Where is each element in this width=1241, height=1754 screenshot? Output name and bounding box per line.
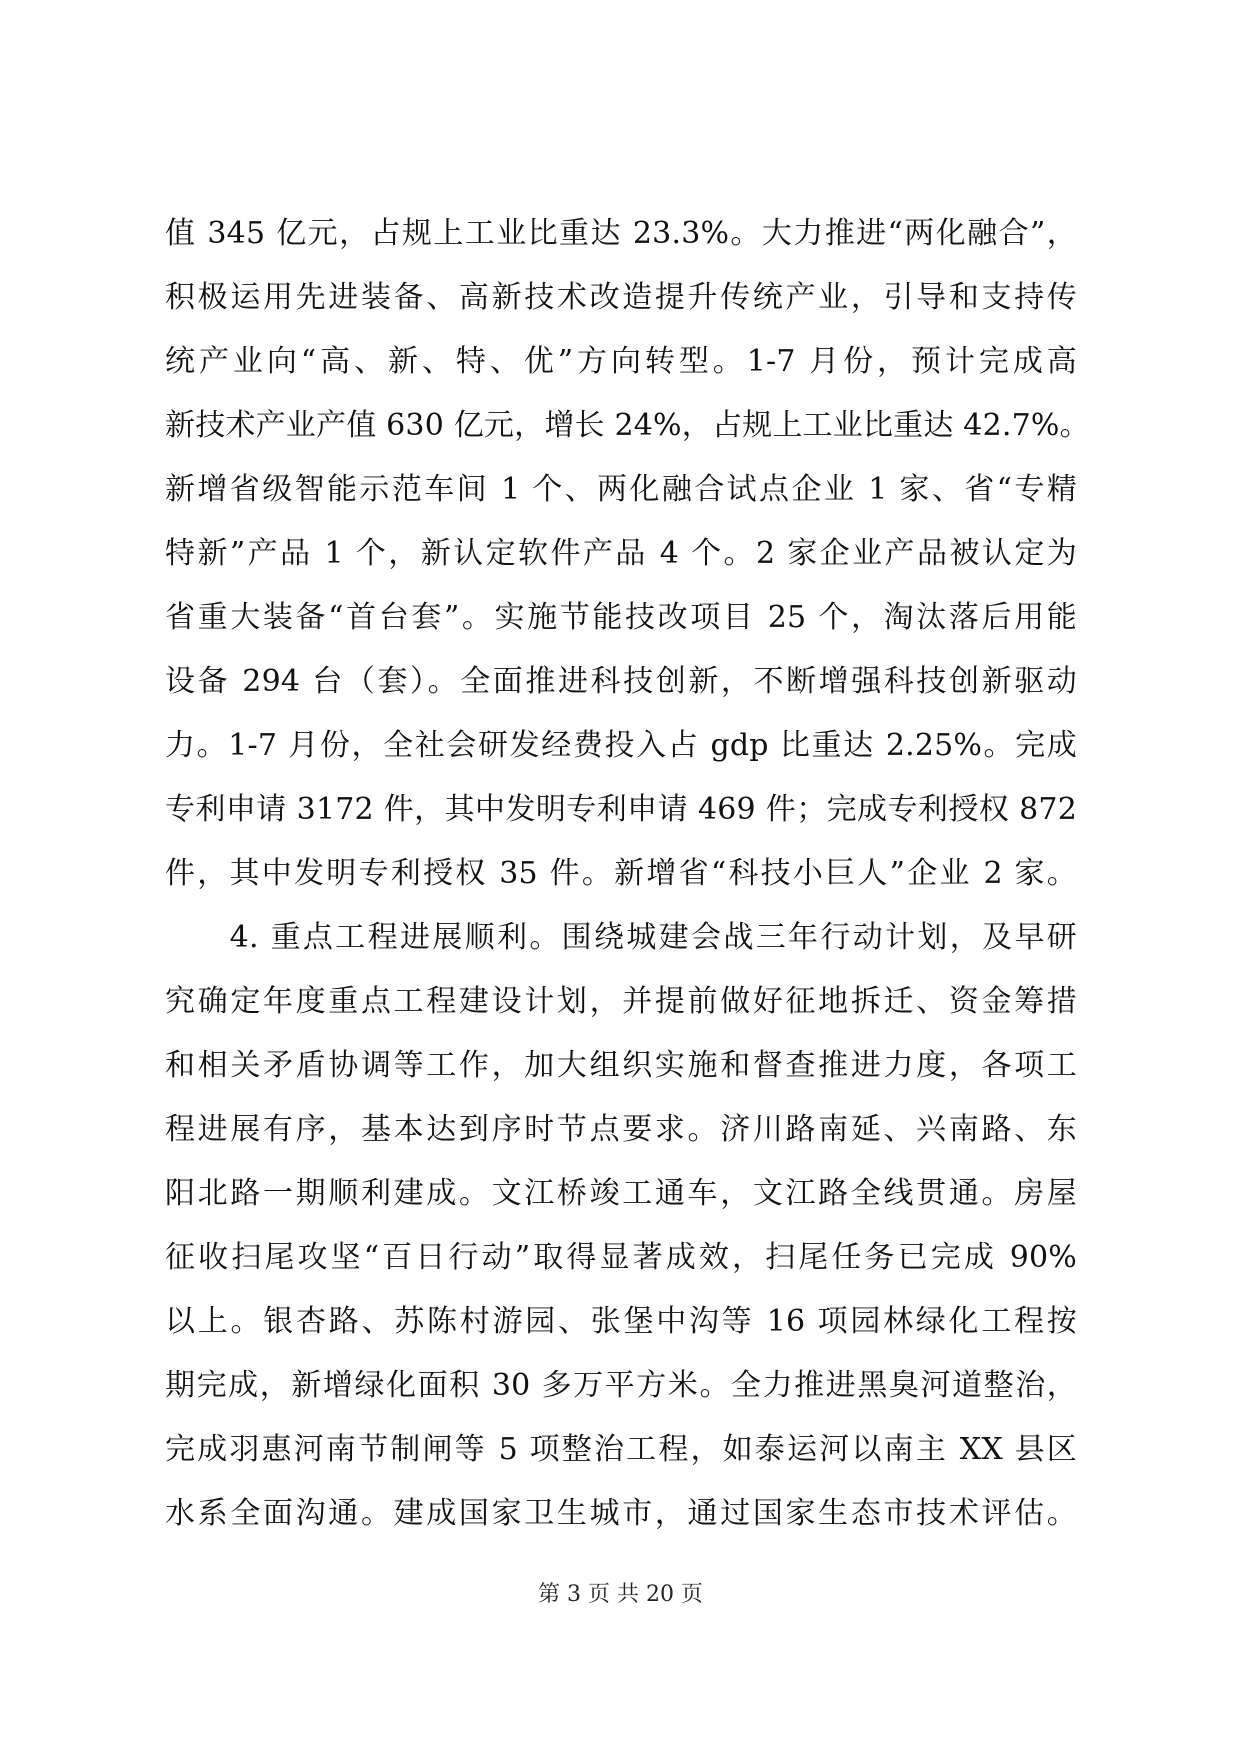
- text-line: 特新”产品 1 个，新认定软件产品 4 个。2 家企业产品被认定为: [165, 536, 1077, 571]
- text-line: 新技术产业产值 630 亿元，增长 24%，占规上工业比重达 42.7%。: [165, 408, 1090, 443]
- text-line: 专利申请 3172 件，其中发明专利申请 469 件；完成专利授权 872: [165, 792, 1077, 827]
- text-line: 设备 294 台（套）。全面推进科技创新，不断增强科技创新驱动: [165, 664, 1077, 699]
- text-line: 阳北路一期顺利建成。文江桥竣工通车，文江路全线贯通。房屋: [165, 1176, 1077, 1211]
- body-text: [165, 202, 1090, 1546]
- text-line: 以上。银杏路、苏陈村游园、张堡中沟等 16 项园林绿化工程按: [165, 1304, 1077, 1339]
- text-line: 期完成，新增绿化面积 30 多万平方米。全力推进黑臭河道整治，: [165, 1368, 1077, 1403]
- text-line: 程进展有序，基本达到序时节点要求。济川路南延、兴南路、东: [165, 1112, 1077, 1147]
- text-line: 和相关矛盾协调等工作，加大组织实施和督查推进力度，各项工: [165, 1048, 1077, 1083]
- text-line: 征收扫尾攻坚“百日行动”取得显著成效，扫尾任务已完成 90%: [165, 1240, 1077, 1275]
- page-number-footer: 第 3 页 共 20 页: [538, 1582, 703, 1607]
- text-line: 统产业向“高、新、特、优”方向转型。1-7 月份，预计完成高: [165, 344, 1077, 379]
- text-line: 值 345 亿元，占规上工业比重达 23.3%。大力推进“两化融合”，: [165, 216, 1077, 251]
- text-line: 新增省级智能示范车间 1 个、两化融合试点企业 1 家、省“专精: [165, 472, 1077, 507]
- paragraph-heading-line: 4. 重点工程进展顺利。围绕城建会战三年行动计划，及早研: [165, 920, 1077, 955]
- text-line: 积极运用先进装备、高新技术改造提升传统产业，引导和支持传: [165, 280, 1077, 315]
- text-line: 究确定年度重点工程建设计划，并提前做好征地拆迁、资金筹措: [165, 984, 1077, 1019]
- text-line: 省重大装备“首台套”。实施节能技改项目 25 个，淘汰落后用能: [165, 600, 1077, 635]
- text-line: 力。1-7 月份，全社会研发经费投入占 gdp 比重达 2.25%。完成: [165, 728, 1077, 763]
- text-line: 件，其中发明专利授权 35 件。新增省“科技小巨人”企业 2 家。: [165, 856, 1077, 891]
- text-line: 完成羽惠河南节制闸等 5 项整治工程，如泰运河以南主 XX 县区: [165, 1432, 1077, 1467]
- text-line: 水系全面沟通。建成国家卫生城市，通过国家生态市技术评估。: [165, 1496, 1077, 1531]
